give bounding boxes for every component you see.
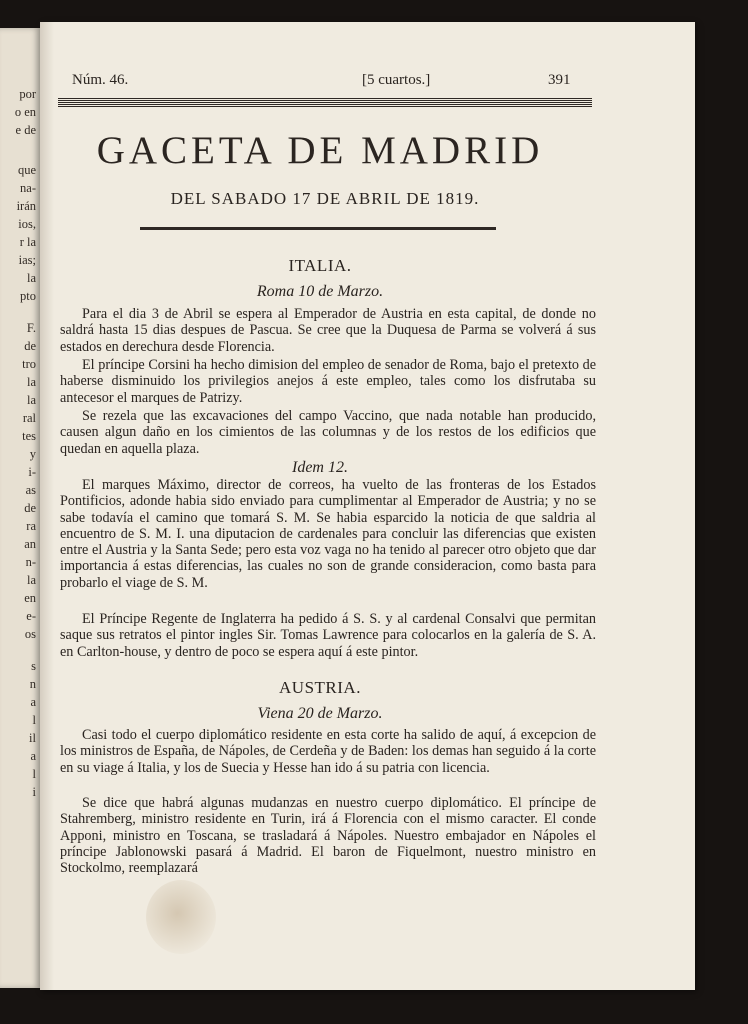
masthead-title: GACETA DE MADRID — [96, 129, 544, 172]
paragraph: El príncipe Corsini ha hecho dimision del empleo de senador de Roma, bajo el pretexto de haberse disminuido los privilegios anejos á este empleo, tales como los disfrutaba su antecesor el marques de Patrizy. — [60, 357, 596, 406]
dateline-roma-10: Roma 10 de Marzo. — [256, 283, 384, 300]
paragraph: Casi todo el cuerpo diplomático residente en esta corte ha salido de aquí, á excepcion de los ministros de España, de Nápoles, de Cerdeña y de Baden: los demas han seguido á la corte en su viage á Italia, y los de Suecia y Hesse han ido á su patria con licencia. — [60, 727, 596, 776]
facing-page-fragment: y — [29, 447, 36, 461]
facing-page-fragment: l — [32, 713, 36, 727]
paper-stain — [146, 880, 216, 954]
facing-page-fragment: n — [29, 677, 36, 691]
facing-page-fragment: s — [31, 659, 36, 673]
facing-page-fragment: e de — [15, 123, 36, 137]
facing-page-fragment: irán — [16, 199, 36, 213]
facing-page-fragment: a — [30, 749, 36, 763]
facing-page-fragment: en — [24, 591, 36, 605]
facing-page-edge — [0, 28, 40, 988]
masthead-rule — [140, 227, 496, 230]
issue-number: Núm. 46. — [72, 72, 129, 88]
paragraph: El marques Máximo, director de correos, ha vuelto de las fronteras de los Estados Pontificios, adonde habia sido enviado para cumplimentar al Emperador de Austria; y no se sabe todavía el camino que tomará S. M. Se habia esparcido la noticia de que saldria al encuentro de S. M. I. una diputacion de cardenales para concluir las diferencias que existen entre el Austria y la Santa Sede; pero esta voz vaga no ha tenido al parecer otro objeto que dar importancia á estas diferencias, las cuales no son de grande consideracion, como basta para probarlo el viage de S. M. — [60, 477, 596, 591]
paragraph: El Príncipe Regente de Inglaterra ha pedido á S. S. y al cardenal Consalvi que permitan saque sus retratos el pintor ingles Sir. Tomas Lawrence para colocarlos en la galería de S. A. en Carlton-house, y dentro de poco se espera aquí á este pintor. — [60, 611, 596, 660]
section-heading-austria: AUSTRIA. — [279, 678, 361, 697]
masthead-date: DEL SABADO 17 DE ABRIL DE 1819. — [170, 189, 480, 208]
facing-page-fragment: i- — [28, 465, 36, 479]
facing-page-fragment: n- — [25, 555, 36, 569]
facing-page-fragment: e- — [26, 609, 36, 623]
dateline-idem-12: Idem 12. — [292, 459, 348, 476]
facing-page-fragment: ias; — [18, 253, 36, 267]
facing-page-fragment: a — [30, 695, 36, 709]
facing-page-fragment: r la — [19, 235, 36, 249]
facing-page-fragment: i — [32, 785, 36, 799]
facing-page-fragment: ral — [22, 411, 36, 425]
facing-page-fragment: la — [26, 393, 36, 407]
facing-page-fragment: de — [24, 339, 36, 353]
facing-page-fragment: os — [24, 627, 36, 641]
facing-page-fragment: o en — [14, 105, 36, 119]
facing-page-fragment: tes — [22, 429, 36, 443]
facing-page-fragment: as — [25, 483, 36, 497]
section-heading-italia: ITALIA. — [288, 256, 352, 275]
header-rule — [58, 97, 592, 107]
facing-page-fragment: la — [26, 375, 36, 389]
facing-page-fragment: ra — [26, 519, 36, 533]
facing-page-fragment: F. — [26, 321, 36, 335]
facing-page-fragment: il — [29, 731, 36, 745]
issue-price: [5 cuartos.] — [362, 72, 431, 88]
newspaper-page — [40, 22, 695, 990]
paragraph: Se rezela que las excavaciones del campo Vaccino, que nada notable han producido, causen algun daño en los cimientos de las columnas y de los restos de los edificios que quedan en aquella plaza. — [60, 408, 596, 457]
facing-page-fragment: na- — [20, 181, 36, 195]
facing-page-fragment: la — [26, 271, 36, 285]
facing-page-fragment: de — [24, 501, 36, 515]
facing-page-fragment: la — [26, 573, 36, 587]
facing-page-fragment: por — [19, 87, 36, 101]
facing-page-fragment: que — [17, 163, 36, 177]
dateline-viena: Viena 20 de Marzo. — [257, 705, 383, 722]
facing-page-fragment: an — [24, 537, 36, 551]
page-number: 391 — [548, 72, 571, 88]
facing-page-fragment: tro — [22, 357, 36, 371]
facing-page-fragment: ios, — [18, 217, 36, 231]
paragraph: Para el dia 3 de Abril se espera al Emperador de Austria en esta capital, de donde no saldrá hasta 15 dias despues de Pascua. Se cree que la Duquesa de Parma se volverá á sus estados en derechura desde Florencia. — [60, 306, 596, 355]
facing-page-fragment: l — [32, 767, 36, 781]
facing-page-fragment: pto — [20, 289, 36, 303]
paragraph: Se dice que habrá algunas mudanzas en nuestro cuerpo diplomático. El príncipe de Stahremberg, ministro residente en Turin, irá á Florencia con el mismo caracter. El conde Apponi, ministro en Toscana, se trasladará á Nápoles. Nuestro embajador en Nápoles el príncipe Jablonowski pasará á Madrid. El baron de Fiquelmont, nuestro ministro en Stockolmo, reemplazará — [60, 795, 596, 877]
